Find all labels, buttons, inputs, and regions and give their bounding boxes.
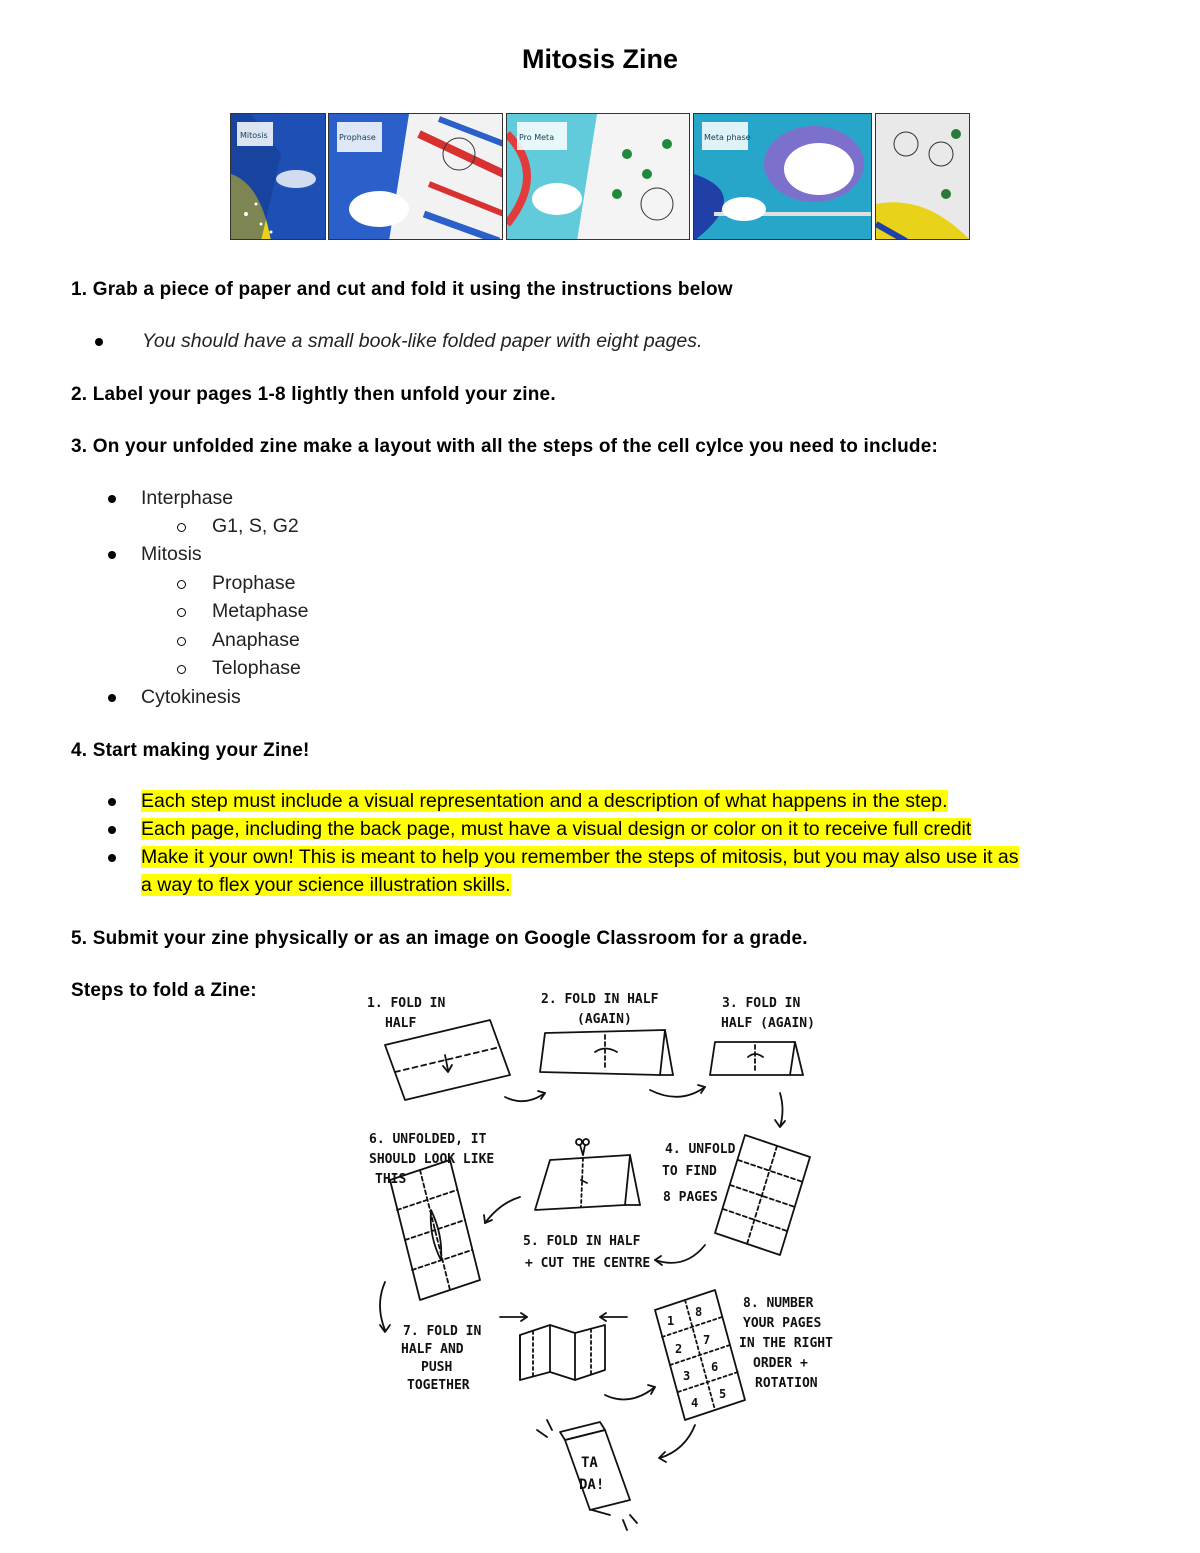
list-item-g1-s-g2: G1, S, G2 xyxy=(212,515,299,537)
step-5: 5. Submit your zine physically or as an image on Google Classroom for a grade. xyxy=(71,928,808,949)
list-item-anaphase: Anaphase xyxy=(212,629,300,651)
sub-bullet-ring xyxy=(177,523,186,532)
prophase-label: Prophase xyxy=(339,133,376,142)
fold-step3-sheet xyxy=(710,1042,795,1075)
fold-heading: Steps to fold a Zine: xyxy=(71,980,257,1001)
diagram-step2-line2: (AGAIN) xyxy=(577,1012,632,1027)
zine-photo-prometaphase xyxy=(506,113,690,240)
tada-line2: DA! xyxy=(579,1477,605,1493)
highlight-item xyxy=(141,846,1019,869)
diagram-step5-line2: + CUT THE CENTRE xyxy=(525,1256,651,1271)
bullet-dot xyxy=(108,798,116,806)
diagram-step3-line2: HALF (AGAIN) xyxy=(721,1016,815,1031)
fold-diagram xyxy=(355,975,835,1540)
diagram-step1-line1: 1. FOLD IN xyxy=(367,996,446,1011)
zine-photo-back xyxy=(875,113,970,240)
diagram-step7-line4: TOGETHER xyxy=(407,1378,470,1393)
zine-photo-prophase xyxy=(328,113,503,240)
diagram-step8-line4: ORDER + xyxy=(753,1356,808,1371)
bullet-dot xyxy=(95,338,103,346)
diagram-step7-line3: PUSH xyxy=(421,1360,453,1375)
highlight-text: a way to flex your science illustration skills. xyxy=(141,874,511,896)
zine-photo-metaphase xyxy=(693,113,872,240)
sub-bullet-ring xyxy=(177,580,186,589)
diagram-step7-line2: HALF AND xyxy=(401,1342,464,1357)
diagram-step8-line3: IN THE RIGHT xyxy=(739,1336,833,1351)
page-number: 5 xyxy=(719,1387,727,1401)
diagram-step6-line3: THIS xyxy=(375,1172,407,1187)
highlight-text: Each step must include a visual representation and a description of what happens in the step. xyxy=(141,790,948,812)
page-number: 1 xyxy=(667,1314,675,1328)
list-item-metaphase: Metaphase xyxy=(212,600,309,622)
highlight-text: Each page, including the back page, must have a visual design or color on it to receive full credit xyxy=(141,818,972,840)
diagram-step6-line1: 6. UNFOLDED, IT xyxy=(369,1132,487,1147)
bullet-dot xyxy=(108,551,116,559)
diagram-step3-line1: 3. FOLD IN xyxy=(722,996,801,1011)
step-4: 4. Start making your Zine! xyxy=(71,740,310,761)
arrow xyxy=(505,1093,545,1101)
tada-line1: TA xyxy=(581,1455,598,1471)
list-item-prophase: Prophase xyxy=(212,572,296,594)
diagram-step4-line3: 8 PAGES xyxy=(663,1190,718,1205)
list-item-telophase: Telophase xyxy=(212,657,301,679)
page-number: 4 xyxy=(691,1396,699,1410)
page-number: 7 xyxy=(703,1333,711,1347)
highlight-item xyxy=(141,874,511,897)
diagram-step2-line1: 2. FOLD IN HALF xyxy=(541,992,659,1007)
diagram-step1-line2: HALF xyxy=(385,1016,417,1031)
highlight-text: Make it your own! This is meant to help you remember the steps of mitosis, but you may also use it as xyxy=(141,846,1019,868)
page-number: 3 xyxy=(683,1369,691,1383)
highlight-item xyxy=(141,790,948,813)
highlight-item xyxy=(141,818,971,841)
step-3: 3. On your unfolded zine make a layout with all the steps of the cell cylce you need to include: xyxy=(71,436,938,457)
prometaphase-label: Pro Meta xyxy=(519,133,555,142)
diagram-step4-line2: TO FIND xyxy=(662,1164,717,1179)
page-number: 8 xyxy=(695,1305,703,1319)
bullet-dot xyxy=(108,854,116,862)
diagram-step5-line1: 5. FOLD IN HALF xyxy=(523,1234,641,1249)
page-number: 2 xyxy=(675,1342,683,1356)
list-item-cytokinesis: Cytokinesis xyxy=(141,686,241,708)
list-item-mitosis: Mitosis xyxy=(141,543,202,565)
diagram-step4-line1: 4. UNFOLD xyxy=(665,1142,736,1157)
diagram-step8-line5: ROTATION xyxy=(755,1376,818,1391)
bullet-dot xyxy=(108,826,116,834)
metaphase-label: Meta phase xyxy=(704,133,751,142)
sub-bullet-ring xyxy=(177,665,186,674)
step-1-note: You should have a small book-like folded paper with eight pages. xyxy=(142,330,703,352)
diagram-step6-line2: SHOULD LOOK LIKE xyxy=(369,1152,495,1167)
page-number: 6 xyxy=(711,1360,719,1374)
step-2: 2. Label your pages 1-8 lightly then unfold your zine. xyxy=(71,384,556,405)
page-title: Mitosis Zine xyxy=(521,44,678,74)
diagram-step8-line1: 8. NUMBER xyxy=(743,1296,814,1311)
bullet-dot xyxy=(108,694,116,702)
list-item-interphase: Interphase xyxy=(141,487,234,509)
zine-photo-cover xyxy=(230,113,326,240)
fold-step2-sheet xyxy=(540,1030,665,1075)
diagram-step7-line1: 7. FOLD IN xyxy=(403,1324,482,1339)
sub-bullet-ring xyxy=(177,608,186,617)
sub-bullet-ring xyxy=(177,637,186,646)
cover-label: Mitosis xyxy=(240,131,268,140)
step-1: 1. Grab a piece of paper and cut and fold it using the instructions below xyxy=(71,279,733,300)
diagram-step8-line2: YOUR PAGES xyxy=(743,1316,822,1331)
bullet-dot xyxy=(108,495,116,503)
